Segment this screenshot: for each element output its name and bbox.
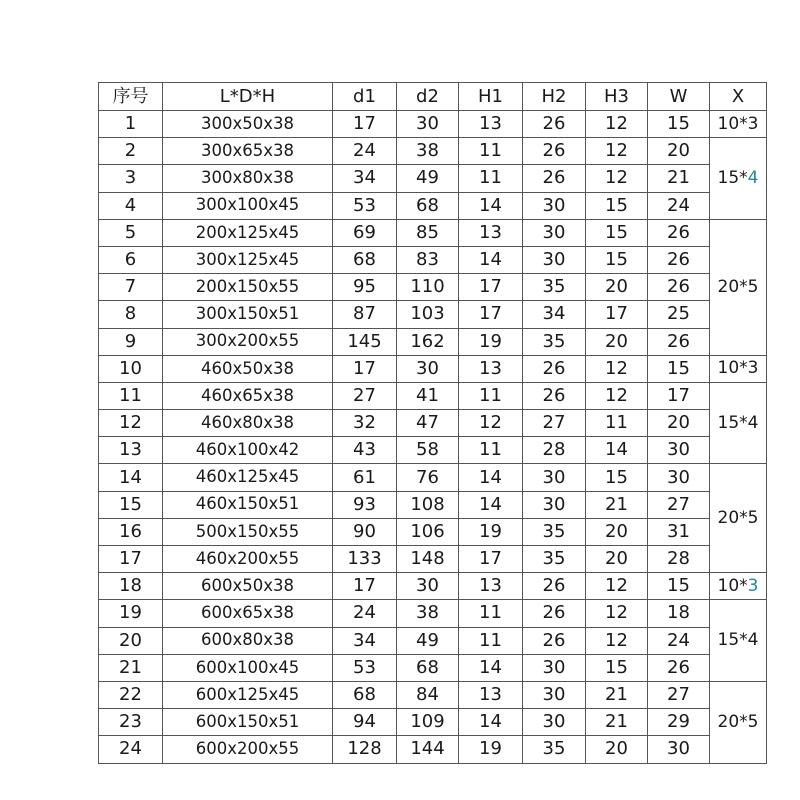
cell-d2: 162 [397, 328, 459, 355]
cell-x [710, 600, 767, 682]
cell-d1: 128 [333, 736, 397, 763]
cell-d1: 27 [333, 382, 397, 409]
cell-index: 2 [99, 138, 163, 165]
cell-h3: 21 [586, 681, 648, 708]
cell-d1: 17 [333, 111, 397, 138]
table-row [99, 437, 767, 464]
cell-ldh: 600x150x51 [163, 709, 333, 736]
cell-w: 27 [648, 491, 710, 518]
cell-h3: 15 [586, 246, 648, 273]
cell-index: 13 [99, 437, 163, 464]
cell-d2: 49 [397, 627, 459, 654]
cell-h2: 30 [523, 654, 586, 681]
cell-index: 3 [99, 165, 163, 192]
cell-d2: 47 [397, 410, 459, 437]
cell-w: 15 [648, 355, 710, 382]
cell-ldh: 200x150x55 [163, 274, 333, 301]
cell-w: 15 [648, 111, 710, 138]
header-h1: H1 [459, 83, 523, 111]
table-row [99, 518, 767, 545]
cell-index: 24 [99, 736, 163, 763]
cell-d2: 30 [397, 355, 459, 382]
cell-h2: 35 [523, 546, 586, 573]
header-h2: H2 [523, 83, 586, 111]
cell-h1: 13 [459, 111, 523, 138]
cell-h1: 11 [459, 600, 523, 627]
table-row [99, 600, 767, 627]
cell-h2: 26 [523, 165, 586, 192]
table-row [99, 355, 767, 382]
cell-h2: 35 [523, 518, 586, 545]
cell-h1: 17 [459, 274, 523, 301]
cell-h1: 13 [459, 681, 523, 708]
cell-w: 30 [648, 736, 710, 763]
cell-h3: 17 [586, 301, 648, 328]
table-row [99, 627, 767, 654]
cell-h3: 12 [586, 111, 648, 138]
cell-d2: 108 [397, 491, 459, 518]
cell-ldh: 460x125x45 [163, 464, 333, 491]
cell-ldh: 460x200x55 [163, 546, 333, 573]
table-row [99, 382, 767, 409]
cell-h3: 15 [586, 464, 648, 491]
cell-d1: 24 [333, 138, 397, 165]
cell-h2: 30 [523, 192, 586, 219]
table-row [99, 111, 767, 138]
cell-h3: 12 [586, 165, 648, 192]
cell-w: 26 [648, 246, 710, 273]
header-h3: H3 [586, 83, 648, 111]
table-row [99, 573, 767, 600]
cell-index: 4 [99, 192, 163, 219]
cell-h3: 15 [586, 192, 648, 219]
cell-d1: 68 [333, 246, 397, 273]
cell-x [710, 219, 767, 355]
table-row [99, 192, 767, 219]
cell-ldh: 600x200x55 [163, 736, 333, 763]
cell-w: 20 [648, 138, 710, 165]
cell-h2: 35 [523, 736, 586, 763]
cell-h2: 28 [523, 437, 586, 464]
cell-h1: 11 [459, 165, 523, 192]
cell-x-text: 15*4 [717, 412, 759, 433]
cell-ldh: 300x125x45 [163, 246, 333, 273]
cell-h3: 20 [586, 274, 648, 301]
cell-ldh: 300x200x55 [163, 328, 333, 355]
cell-d1: 145 [333, 328, 397, 355]
cell-d2: 38 [397, 600, 459, 627]
cell-index: 19 [99, 600, 163, 627]
cell-h1: 13 [459, 355, 523, 382]
cell-h1: 13 [459, 219, 523, 246]
cell-d1: 93 [333, 491, 397, 518]
cell-ldh: 460x100x42 [163, 437, 333, 464]
cell-d1: 34 [333, 627, 397, 654]
cell-h3: 15 [586, 654, 648, 681]
cell-d1: 17 [333, 573, 397, 600]
header-ldh: L*D*H [163, 83, 333, 111]
cell-h3: 15 [586, 219, 648, 246]
cell-d1: 94 [333, 709, 397, 736]
cell-h3: 12 [586, 600, 648, 627]
cell-d1: 53 [333, 192, 397, 219]
cell-index: 17 [99, 546, 163, 573]
cell-h3: 21 [586, 491, 648, 518]
cell-d1: 68 [333, 681, 397, 708]
cell-d2: 106 [397, 518, 459, 545]
cell-ldh: 300x65x38 [163, 138, 333, 165]
cell-index: 12 [99, 410, 163, 437]
cell-h2: 30 [523, 681, 586, 708]
cell-d2: 85 [397, 219, 459, 246]
cell-w: 26 [648, 219, 710, 246]
table-row [99, 491, 767, 518]
table-row [99, 546, 767, 573]
cell-x-text: 10*3 [717, 575, 759, 596]
cell-w: 26 [648, 274, 710, 301]
cell-d1: 24 [333, 600, 397, 627]
cell-x-text: 15*4 [717, 167, 759, 188]
cell-h1: 19 [459, 328, 523, 355]
cell-w: 24 [648, 192, 710, 219]
cell-w: 31 [648, 518, 710, 545]
cell-index: 16 [99, 518, 163, 545]
cell-x [710, 382, 767, 464]
table-row [99, 246, 767, 273]
cell-w: 30 [648, 437, 710, 464]
cell-h3: 14 [586, 437, 648, 464]
cell-w: 28 [648, 546, 710, 573]
cell-x [710, 111, 767, 138]
table-row [99, 274, 767, 301]
table-row [99, 709, 767, 736]
cell-h3: 12 [586, 355, 648, 382]
cell-d2: 68 [397, 192, 459, 219]
cell-h3: 12 [586, 573, 648, 600]
header-row [99, 83, 767, 111]
cell-h2: 26 [523, 111, 586, 138]
cell-h2: 35 [523, 274, 586, 301]
cell-h2: 26 [523, 138, 586, 165]
cell-index: 22 [99, 681, 163, 708]
cell-h2: 34 [523, 301, 586, 328]
table-row [99, 410, 767, 437]
cell-ldh: 600x80x38 [163, 627, 333, 654]
cell-index: 15 [99, 491, 163, 518]
cell-index: 11 [99, 382, 163, 409]
cell-h3: 20 [586, 736, 648, 763]
cell-ldh: 200x125x45 [163, 219, 333, 246]
cell-h2: 26 [523, 573, 586, 600]
cell-index: 5 [99, 219, 163, 246]
cell-index: 21 [99, 654, 163, 681]
cell-d2: 49 [397, 165, 459, 192]
header-x: X [710, 83, 767, 111]
cell-ldh: 460x50x38 [163, 355, 333, 382]
table-row [99, 301, 767, 328]
cell-d1: 34 [333, 165, 397, 192]
cell-h2: 26 [523, 600, 586, 627]
cell-h1: 19 [459, 518, 523, 545]
cell-h1: 17 [459, 301, 523, 328]
cell-x-text: 20*5 [717, 276, 759, 297]
cell-x-text: 15*4 [717, 630, 759, 651]
cell-h3: 21 [586, 709, 648, 736]
cell-w: 21 [648, 165, 710, 192]
cell-w: 18 [648, 600, 710, 627]
cell-h3: 20 [586, 518, 648, 545]
cell-x-text: 10*3 [717, 358, 759, 379]
cell-h3: 12 [586, 138, 648, 165]
cell-d2: 83 [397, 246, 459, 273]
cell-ldh: 600x125x45 [163, 681, 333, 708]
table-row [99, 654, 767, 681]
cell-d1: 32 [333, 410, 397, 437]
cell-x [710, 464, 767, 573]
cell-d2: 30 [397, 111, 459, 138]
table-row [99, 138, 767, 165]
cell-h1: 11 [459, 437, 523, 464]
cell-index: 10 [99, 355, 163, 382]
cell-ldh: 460x65x38 [163, 382, 333, 409]
cell-ldh: 300x150x51 [163, 301, 333, 328]
cell-h2: 27 [523, 410, 586, 437]
cell-h1: 11 [459, 382, 523, 409]
cell-index: 20 [99, 627, 163, 654]
cell-d2: 38 [397, 138, 459, 165]
cell-index: 14 [99, 464, 163, 491]
spec-table [98, 82, 767, 764]
cell-x-text: 20*5 [717, 507, 759, 528]
cell-w: 25 [648, 301, 710, 328]
cell-h3: 20 [586, 546, 648, 573]
cell-h2: 30 [523, 219, 586, 246]
cell-w: 26 [648, 328, 710, 355]
cell-ldh: 300x100x45 [163, 192, 333, 219]
cell-d2: 84 [397, 681, 459, 708]
cell-d1: 87 [333, 301, 397, 328]
cell-index: 8 [99, 301, 163, 328]
cell-d1: 69 [333, 219, 397, 246]
cell-h3: 20 [586, 328, 648, 355]
cell-h2: 30 [523, 464, 586, 491]
cell-d1: 90 [333, 518, 397, 545]
cell-d2: 41 [397, 382, 459, 409]
cell-d2: 109 [397, 709, 459, 736]
cell-d2: 68 [397, 654, 459, 681]
cell-ldh: 460x80x38 [163, 410, 333, 437]
cell-x-text: 20*5 [717, 711, 759, 732]
cell-index: 9 [99, 328, 163, 355]
cell-w: 24 [648, 627, 710, 654]
cell-w: 17 [648, 382, 710, 409]
cell-h2: 30 [523, 491, 586, 518]
cell-h3: 12 [586, 627, 648, 654]
cell-h3: 12 [586, 382, 648, 409]
cell-index: 18 [99, 573, 163, 600]
cell-d1: 61 [333, 464, 397, 491]
cell-h2: 35 [523, 328, 586, 355]
cell-h1: 11 [459, 627, 523, 654]
cell-w: 30 [648, 464, 710, 491]
cell-d1: 133 [333, 546, 397, 573]
cell-h1: 14 [459, 709, 523, 736]
cell-h1: 19 [459, 736, 523, 763]
cell-index: 23 [99, 709, 163, 736]
cell-h1: 17 [459, 546, 523, 573]
table-row [99, 219, 767, 246]
cell-ldh: 600x50x38 [163, 573, 333, 600]
table-row [99, 681, 767, 708]
header-index: 序号 [99, 83, 163, 111]
cell-d2: 144 [397, 736, 459, 763]
cell-d1: 17 [333, 355, 397, 382]
cell-w: 20 [648, 410, 710, 437]
cell-x [710, 681, 767, 763]
header-w: W [648, 83, 710, 111]
table-row [99, 464, 767, 491]
cell-d1: 43 [333, 437, 397, 464]
cell-index: 7 [99, 274, 163, 301]
cell-h1: 12 [459, 410, 523, 437]
cell-ldh: 300x50x38 [163, 111, 333, 138]
cell-ldh: 600x65x38 [163, 600, 333, 627]
cell-x [710, 138, 767, 220]
header-d1: d1 [333, 83, 397, 111]
cell-ldh: 600x100x45 [163, 654, 333, 681]
cell-d1: 95 [333, 274, 397, 301]
cell-d2: 58 [397, 437, 459, 464]
table-body [99, 111, 767, 764]
cell-x [710, 355, 767, 382]
cell-h1: 14 [459, 246, 523, 273]
cell-d2: 30 [397, 573, 459, 600]
cell-h1: 14 [459, 464, 523, 491]
cell-ldh: 460x150x51 [163, 491, 333, 518]
cell-x [710, 573, 767, 600]
cell-d1: 53 [333, 654, 397, 681]
cell-h2: 30 [523, 246, 586, 273]
cell-h2: 26 [523, 355, 586, 382]
cell-h1: 13 [459, 573, 523, 600]
cell-h1: 14 [459, 192, 523, 219]
cell-index: 6 [99, 246, 163, 273]
cell-h2: 26 [523, 627, 586, 654]
cell-ldh: 500x150x55 [163, 518, 333, 545]
cell-x-text: 10*3 [717, 113, 759, 134]
cell-w: 29 [648, 709, 710, 736]
table-row [99, 328, 767, 355]
cell-d2: 76 [397, 464, 459, 491]
cell-d2: 103 [397, 301, 459, 328]
cell-d2: 148 [397, 546, 459, 573]
header-d2: d2 [397, 83, 459, 111]
cell-w: 27 [648, 681, 710, 708]
cell-h1: 11 [459, 138, 523, 165]
cell-w: 15 [648, 573, 710, 600]
cell-w: 26 [648, 654, 710, 681]
cell-d2: 110 [397, 274, 459, 301]
table-row [99, 736, 767, 763]
cell-h2: 30 [523, 709, 586, 736]
cell-h2: 26 [523, 382, 586, 409]
cell-index: 1 [99, 111, 163, 138]
cell-ldh: 300x80x38 [163, 165, 333, 192]
cell-h1: 14 [459, 491, 523, 518]
cell-h1: 14 [459, 654, 523, 681]
table-row [99, 165, 767, 192]
cell-h3: 11 [586, 410, 648, 437]
